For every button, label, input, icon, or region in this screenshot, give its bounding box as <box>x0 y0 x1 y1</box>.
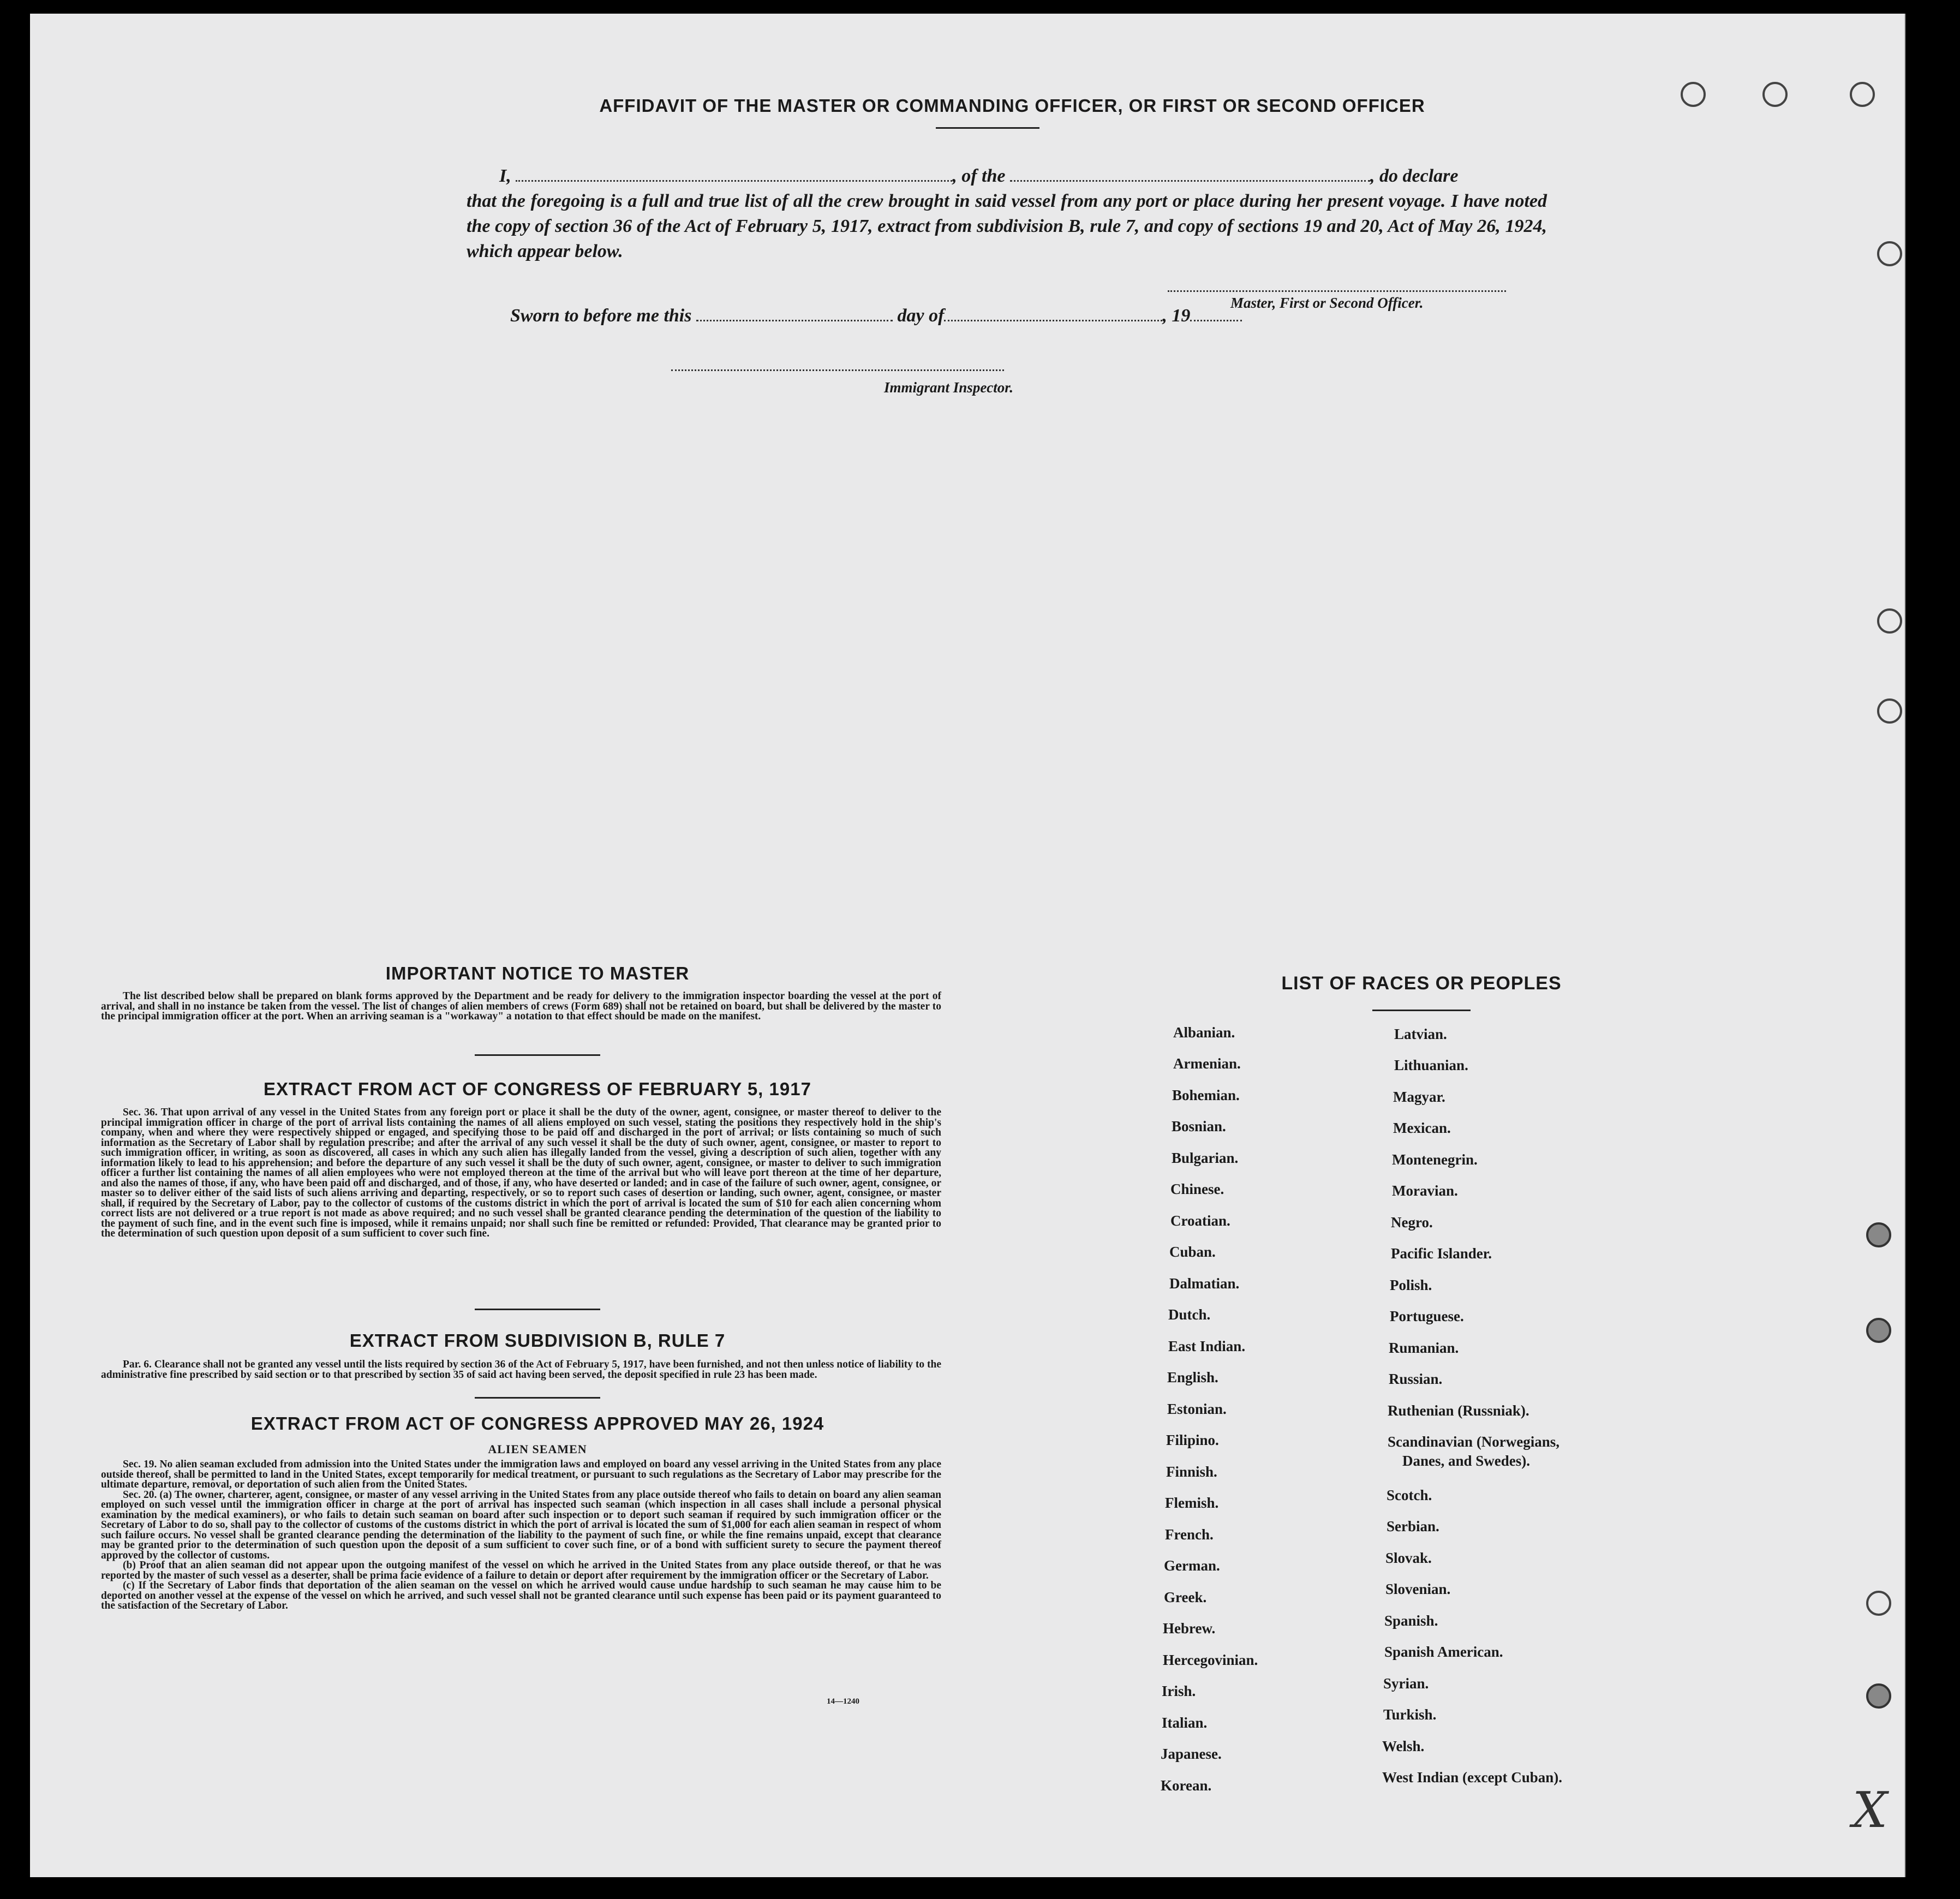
sworn-year-field[interactable] <box>1190 320 1242 321</box>
extract-1924-title: EXTRACT FROM ACT OF CONGRESS APPROVED MAY 26, 1924 <box>250 1413 824 1434</box>
races-title: LIST OF RACES OR PEOPLES <box>1281 973 1562 994</box>
race-item: Syrian. <box>1383 1675 1429 1692</box>
race-item: Japanese. <box>1161 1746 1222 1762</box>
punch-hole <box>1877 608 1902 634</box>
race-item: Polish. <box>1390 1277 1432 1293</box>
race-item: Spanish American. <box>1384 1644 1503 1660</box>
punch-hole <box>1866 1683 1891 1709</box>
sworn-day-of: day of <box>897 306 945 326</box>
master-signature-label: Master, First or Second Officer. <box>1230 295 1424 311</box>
race-item: Dalmatian. <box>1169 1275 1240 1292</box>
race-item: Spanish. <box>1384 1613 1438 1629</box>
race-item: Ruthenian (Russniak). <box>1388 1402 1529 1419</box>
sworn-month-field[interactable] <box>944 320 1162 321</box>
race-item: French. <box>1165 1526 1214 1543</box>
race-item: Scandinavian (Norwegians, <box>1388 1434 1560 1450</box>
race-item: Moravian. <box>1392 1183 1458 1199</box>
document-page <box>30 14 1905 1877</box>
race-item: Italian. <box>1162 1715 1208 1731</box>
inspector-signature-label: Immigrant Inspector. <box>884 379 1014 396</box>
race-item: Rumanian. <box>1389 1340 1459 1356</box>
declaration-body: that the foregoing is a full and true list of all the crew brought in said vessel from any port or place during her present voyage. I have noted the copy of section 36 of the Act of February 5, 1917, extract from subdivision B, rule 7, and copy of sections 19 and 20, Act of May 26, 1924, which appear below. <box>467 191 1547 261</box>
notice-title: IMPORTANT NOTICE TO MASTER <box>385 963 690 983</box>
sworn-day-field[interactable] <box>696 320 893 321</box>
race-item: Hebrew. <box>1163 1620 1216 1637</box>
race-item: Bohemian. <box>1172 1087 1240 1103</box>
race-item: Negro. <box>1391 1214 1433 1231</box>
race-item: Scotch. <box>1387 1487 1432 1503</box>
race-item: Greek. <box>1164 1589 1207 1605</box>
race-item: Cuban. <box>1169 1244 1216 1260</box>
punch-hole <box>1681 82 1706 107</box>
race-item: Welsh. <box>1382 1738 1425 1754</box>
race-item: Estonian. <box>1167 1401 1227 1417</box>
race-item: Slovak. <box>1385 1550 1432 1566</box>
race-item: West Indian (except Cuban). <box>1382 1769 1563 1785</box>
inspector-signature-line[interactable] <box>671 368 1004 371</box>
race-item: Turkish. <box>1383 1706 1437 1723</box>
race-item: English. <box>1167 1369 1218 1386</box>
race-item: Magyar. <box>1393 1089 1445 1105</box>
notice-text: The list described below shall be prepared on blank forms approved by the Department and be ready for delivery to the immigration inspector boarding the vessel at the port of arrival, and shall in no instance be taken from the vessel. The list of changes of alien members of crews (Form 689) shall not be retained on board, but shall be delivered by the master to the principal immigration officer at the port. When an arriving seaman is a "workaway" a notation to that effect should be made on the manifest. <box>101 990 941 1022</box>
race-item: East Indian. <box>1168 1338 1246 1354</box>
extract-rule7-text: Par. 6. Clearance shall not be granted any vessel until the lists required by section 36 of the Act of February 5, 1917, have been furnished, and not then unless notice of liability to the administrative fine prescribed by said section or to that prescribed by section 35 of said act having been served, the deposit specified in rule 23 has been made. <box>101 1359 941 1381</box>
race-item: Dutch. <box>1168 1306 1211 1323</box>
punch-hole <box>1877 241 1902 266</box>
race-item: Russian. <box>1389 1371 1443 1387</box>
section-divider <box>475 1054 600 1056</box>
punch-hole <box>1762 82 1788 107</box>
extract-1917-text: Sec. 36. That upon arrival of any vessel in the United States from any foreign port or place it shall be the duty of the owner, agent, consignee, or master thereof to deliver to the principal immigration officer in charge of the port of arrival lists containing the names of all aliens employed on such vessel, stating the positions they respectively hold in the ship's company, when and where they were respectively shipped or engaged, and specifying those to be paid off and discharged in the port of arrival; or lists containing so much of such information as the Secretary of Labor shall by regulation prescribe; and after the arrival of any such vessel it shall be the duty of such owner, agent, consignee, or master to report to such immigration officer, in writing, as soon as discovered, all cases in which any such alien has illegally landed from the vessel, giving a description of such alien, together with any information likely to lead to his apprehension; and before the departure of any such vessel it shall be the duty of such owner, agent, consignee, or master to deliver to such immigration officer a further list containing the names of all alien employees who were not employed thereon at the time of the arrival but who will leave port thereon at the time of her departure, and also the names of those, if any, who have been paid off and discharged, and of those, if any, who have deserted or landed; and in case of the failure of such owner, agent, consignee, or master so to deliver either of the said lists of such aliens arriving and departing, respectively, or so to report such cases of desertion or landing, such owner, agent, consignee, or master shall, if required by the Secretary of Labor, pay to the collector of customs of the customs district in which the port of arrival is located the sum of $10 for each alien concerning whom correct lists are not delivered or a true report is not made as above required; and no such vessel shall be granted clearance pending the determination of the question of the liability to the payment of such fine, and in the event such fine is imposed, while it remains unpaid; nor shall such fine be remitted or refunded: Provided, That clearance may be granted prior to the determination of such question upon deposit of a sum sufficient to cover such fine. <box>101 1107 941 1239</box>
form-number: 14—1240 <box>827 1697 859 1706</box>
race-item: Latvian. <box>1394 1026 1447 1042</box>
punch-hole <box>1866 1318 1891 1343</box>
affidavit-title: AFFIDAVIT OF THE MASTER OR COMMANDING OFFICER, OR FIRST OR SECOND OFFICER <box>599 95 1425 116</box>
race-item: Pacific Islander. <box>1391 1245 1492 1262</box>
section-divider <box>475 1309 600 1310</box>
race-item: Irish. <box>1162 1683 1196 1699</box>
section-divider <box>475 1397 600 1399</box>
section-20b: (b) Proof that an alien seaman did not appear upon the outgoing manifest of the vessel on which he arrived in the United States from any place outside thereof, or that he was reported by the master of such vessel as a deserter, shall be prima facie evidence of a failure to detain or deport after requirement by the immigration officer or the Secretary of Labor. <box>101 1560 941 1581</box>
race-item: Serbian. <box>1387 1518 1439 1534</box>
race-item: Lithuanian. <box>1394 1057 1468 1073</box>
section-19: Sec. 19. No alien seaman excluded from admission into the United States under the immigration laws and employed on board any vessel arriving in the United States from any place outside thereof, shall be permitted to land in the United States, except temporarily for medical treatment, or pursuant to such regulations as the Secretary of Labor may prescribe for the ultimate departure, removal, or deportation of such alien from the United States. <box>101 1459 941 1490</box>
extract-1924-text <box>101 1460 941 1611</box>
race-item: Finnish. <box>1166 1464 1217 1480</box>
race-item: Flemish. <box>1165 1495 1219 1511</box>
race-item: Filipino. <box>1166 1432 1219 1448</box>
sworn-label: Sworn to before me this <box>510 306 692 326</box>
race-item: Croatian. <box>1170 1213 1230 1229</box>
section-20a: Sec. 20. (a) The owner, charterer, agent, consignee, or master of any vessel arriving in the United States from any place outside thereof who fails to detain on board any alien seaman employed on such vessel until the immigration officer in charge at the port of arrival has inspected such seaman (which inspection in all cases shall include a personal physical examination by the medical examiners), or who fails to detain such seaman on board after such inspection or to deport such seaman if required by such immigration officer or the Secretary of Labor to do so, shall pay to the collector of customs of the customs district in which the port of arrival is located the sum of $1,000 for each alien seaman in respect of whom such failure occurs. No vessel shall be granted clearance pending the determination of the liability to the payment of such fine, or while the fine remains unpaid, except that clearance may be granted prior to the determination of such question upon the deposit of a sum sufficient to cover such fine, or of a bond with sufficient surety to secure the payment thereof approved by the collector of customs. <box>101 1489 941 1561</box>
title-divider <box>936 127 1039 129</box>
race-item: Armenian. <box>1173 1055 1241 1072</box>
race-item: Slovenian. <box>1385 1581 1451 1597</box>
declaration-of-the: , of the <box>952 166 1006 186</box>
declaration-i: I, <box>499 166 511 186</box>
race-item: Montenegrin. <box>1392 1151 1478 1168</box>
extract-rule7-title: EXTRACT FROM SUBDIVISION B, RULE 7 <box>349 1330 726 1351</box>
race-item: Mexican. <box>1393 1120 1451 1136</box>
race-item: Danes, and Swedes). <box>1402 1453 1531 1469</box>
section-20c: (c) If the Secretary of Labor finds that deportation of the alien seaman on the vessel on which he arrived would cause undue hardship to such seaman he may cause him to be deported on another vessel at the expense of the vessel on which he arrived, and such vessel shall not be granted clearance until such expense has been paid or its payment guaranteed to the satisfaction of the Secretary of Labor. <box>101 1580 941 1611</box>
race-item: Korean. <box>1161 1777 1212 1794</box>
punch-hole <box>1866 1222 1891 1247</box>
race-item: Bosnian. <box>1172 1118 1226 1134</box>
punch-hole <box>1866 1591 1891 1616</box>
extract-1917-title: EXTRACT FROM ACT OF CONGRESS OF FEBRUARY 5, 1917 <box>264 1079 811 1099</box>
declaration-do-declare: , do declare <box>1370 166 1459 186</box>
punch-hole <box>1877 698 1902 724</box>
punch-hole <box>1850 82 1875 107</box>
race-item: Hercegovinian. <box>1163 1652 1258 1668</box>
race-item: German. <box>1164 1557 1220 1574</box>
declarant-name-field[interactable] <box>516 180 952 182</box>
sworn-year-prefix: , 19 <box>1162 306 1191 326</box>
affidavit-declaration <box>467 164 1547 264</box>
sworn-line <box>510 306 1242 326</box>
race-item: Chinese. <box>1170 1181 1224 1197</box>
vessel-field[interactable] <box>1010 180 1370 182</box>
race-item: Portuguese. <box>1390 1308 1464 1324</box>
title-divider <box>1372 1010 1471 1011</box>
master-signature-line[interactable] <box>1168 289 1506 292</box>
handwritten-x-mark: X <box>1853 1782 1888 1839</box>
race-item: Bulgarian. <box>1172 1150 1239 1166</box>
alien-seamen-subtitle: ALIEN SEAMEN <box>488 1442 587 1456</box>
race-item: Albanian. <box>1173 1024 1235 1041</box>
